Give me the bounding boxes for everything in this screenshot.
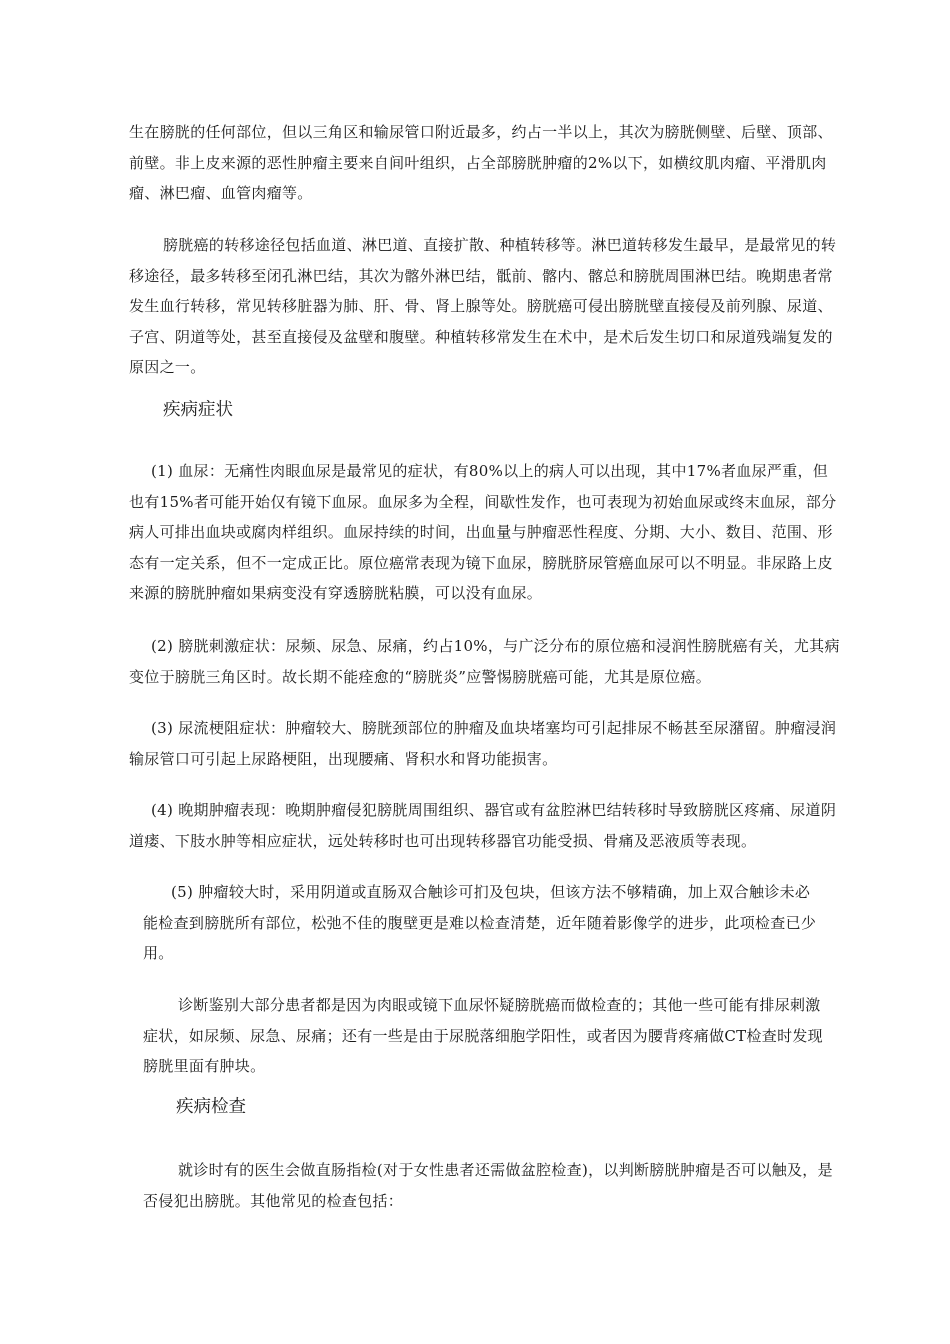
paragraph-diagnosis: 诊断鉴别大部分患者都是因为肉眼或镜下血尿怀疑膀胱癌而做检查的；其他一些可能有排尿刺激症状，如尿频、尿急、尿痛；还有一些是由于尿脱落细胞学阳性，或者因为腰背疼痛做CT检查时发现膀胱里面有肿块。 <box>143 996 823 1075</box>
paragraph-symptom-palpation: (5) 肿瘤较大时，采用阴道或直肠双合触诊可扪及包块，但该方法不够精确，加上双合触诊未必能检查到膀胱所有部位，松弛不佳的腹壁更是难以检查清楚，近年随着影像学的进步，此项检查已少用。 <box>143 883 817 962</box>
paragraph-metastasis: 膀胱癌的转移途径包括血道、淋巴道、直接扩散、种植转移等。淋巴道转移发生最早，是最常见的转移途径，最多转移至闭孔淋巴结，其次为髂外淋巴结，骶前、髂内、髂总和膀胱周围淋巴结。晚期患者常发生血行转移，常见转移脏器为肺、肝、骨、肾上腺等处。膀胱癌可侵出膀胱壁直接侵及前列腺、尿道、子宫、阴道等处，甚至直接侵及盆壁和腹壁。种植转移常发生在术中，是术后发生切口和尿道残端复发的原因之一。 <box>129 236 837 376</box>
paragraph-site-distribution: 生在膀胱的任何部位，但以三角区和输尿管口附近最多，约占一半以上，其次为膀胱侧壁、后壁、顶部、前壁。非上皮来源的恶性肿瘤主要来自间叶组织，占全部膀胱肿瘤的2%以下，如横纹肌肉瘤、平滑肌肉瘤、淋巴瘤、血管肉瘤等。 <box>129 123 833 202</box>
paragraph-symptom-obstruction: (3) 尿流梗阻症状：肿瘤较大、膀胱颈部位的肿瘤及血块堵塞均可引起排尿不畅甚至尿潴留。肿瘤浸润输尿管口可引起上尿路梗阻，出现腰痛、肾积水和肾功能损害。 <box>129 719 837 768</box>
paragraph-symptom-late-stage: (4) 晚期肿瘤表现：晚期肿瘤侵犯膀胱周围组织、器官或有盆腔淋巴结转移时导致膀胱区疼痛、尿道阴道瘘、下肢水肿等相应症状，远处转移时也可出现转移器官功能受损、骨痛及恶液质等表现。 <box>129 801 837 850</box>
heading-examination: 疾病检查 <box>176 1097 246 1117</box>
heading-symptoms: 疾病症状 <box>163 400 233 420</box>
paragraph-symptom-bladder-irritation: (2) 膀胱刺激症状：尿频、尿急、尿痛，约占10%，与广泛分布的原位癌和浸润性膀胱癌有关，尤其病变位于膀胱三角区时。故长期不能痊愈的“膀胱炎”应警惕膀胱癌可能，尤其是原位癌。 <box>129 637 840 686</box>
paragraph-symptom-hematuria: (1) 血尿：无痛性肉眼血尿是最常见的症状，有80%以上的病人可以出现，其中17%者血尿严重，但也有15%者可能开始仅有镜下血尿。血尿多为全程，间歇性发作，也可表现为初始血尿或终末血尿，部分病人可排出血块或腐肉样组织。血尿持续的时间，出血量与肿瘤恶性程度、分期、大小、数目、范围、形态有一定关系，但不一定成正比。原位癌常表现为镜下血尿，膀胱脐尿管癌血尿可以不明显。非尿路上皮来源的膀胱肿瘤如果病变没有穿透膀胱粘膜，可以没有血尿。 <box>129 462 837 602</box>
paragraph-examination-intro: 就诊时有的医生会做直肠指检(对于女性患者还需做盆腔检查)，以判断膀胱肿瘤是否可以触及，是否侵犯出膀胱。其他常见的检查包括： <box>143 1161 833 1210</box>
